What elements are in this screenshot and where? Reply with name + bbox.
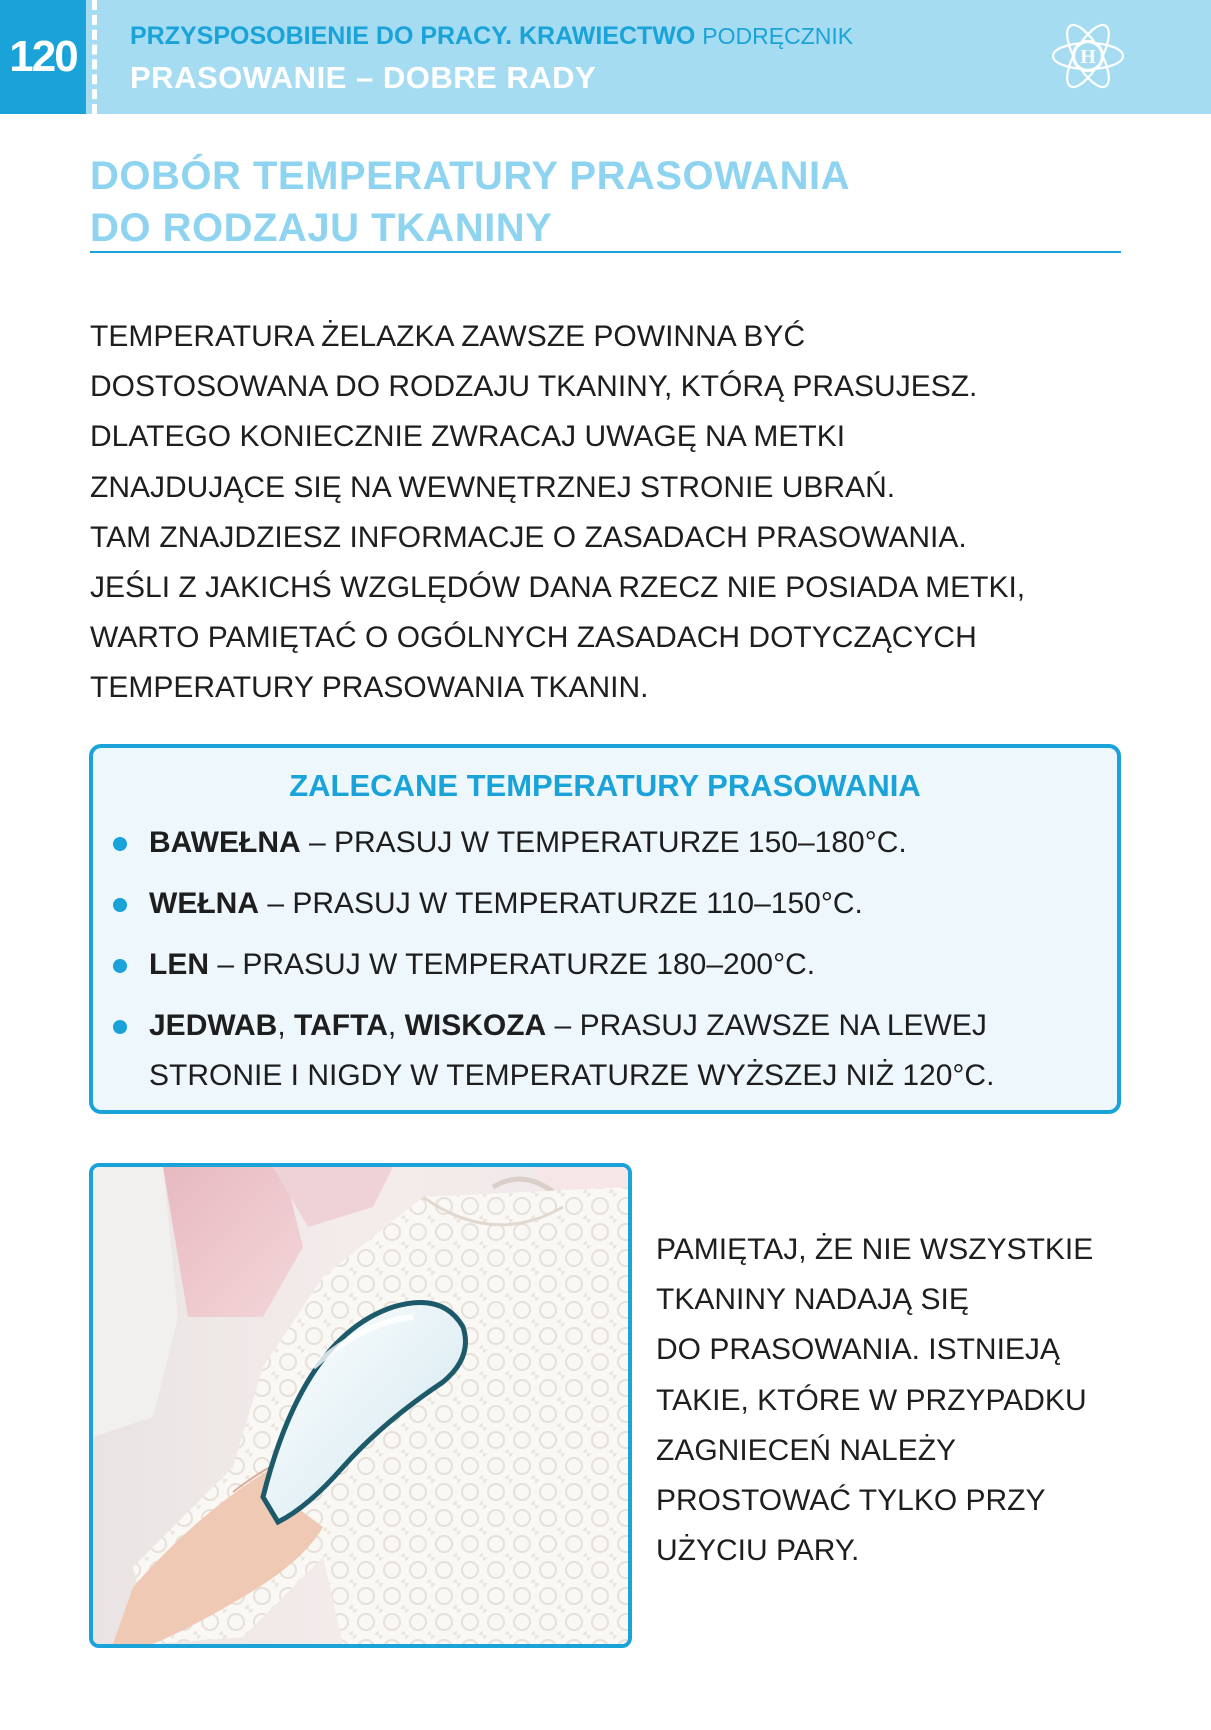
bullet-icon xyxy=(113,837,127,851)
paragraph-line: WARTO PAMIĘTAĆ O OGÓLNYCH ZASADACH DOTYCZĄCYCH xyxy=(90,621,977,655)
box-title: ZALECANE TEMPERATURY PRASOWANIA xyxy=(289,768,921,803)
fabric-name: TAFTA xyxy=(294,1009,388,1042)
list-item xyxy=(149,879,863,929)
book-title-text: PRZYSPOSOBIENIE DO PRACY. KRAWIECTWO xyxy=(130,22,696,50)
paragraph-line: DLATEGO KONIECZNIE ZWRACAJ UWAGĘ NA METKI xyxy=(90,420,846,454)
item-text: – PRASUJ W TEMPERATURZE 180–200°C. xyxy=(209,948,816,981)
list-item-continuation: STRONIE I NIGDY W TEMPERATURZE WYŻSZEJ NIŻ 120°C. xyxy=(149,1059,995,1092)
paragraph-line: TEMPERATURY PRASOWANIA TKANIN. xyxy=(90,671,649,705)
note-line: UŻYCIU PARY. xyxy=(656,1534,860,1568)
fabric-name: JEDWAB xyxy=(149,1009,278,1042)
fabric-name: BAWEŁNA xyxy=(149,826,301,859)
list-item xyxy=(149,940,815,990)
item-text: – PRASUJ ZAWSZE NA LEWEJ xyxy=(546,1009,987,1042)
note-line: PAMIĘTAJ, ŻE NIE WSZYSTKIE xyxy=(656,1233,1094,1266)
temperature-info-box xyxy=(89,744,1121,1114)
note-line: TKANINY NADAJĄ SIĘ xyxy=(656,1283,969,1317)
separator: , xyxy=(387,1009,405,1042)
paragraph-line: DOSTOSOWANA DO RODZAJU TKANINY, KTÓRĄ PRASUJESZ. xyxy=(90,370,978,404)
paragraph-line: TAM ZNAJDZIESZ INFORMACJE O ZASADACH PRASOWANIA. xyxy=(90,520,967,554)
reminder-note xyxy=(656,1225,1136,1576)
note-line: TAKIE, KTÓRE W PRZYPADKU xyxy=(656,1383,1087,1417)
section-title-line: DO RODZAJU TKANINY xyxy=(90,206,553,250)
header-dashed-divider xyxy=(92,0,97,114)
bullet-icon xyxy=(113,898,127,912)
logo-letter: H xyxy=(1080,46,1096,68)
section-title-line: DOBÓR TEMPERATURY PRASOWANIA xyxy=(90,154,850,198)
item-text: – PRASUJ W TEMPERATURZE 110–150°C. xyxy=(258,887,863,920)
separator: , xyxy=(277,1009,295,1042)
book-title xyxy=(130,22,853,51)
note-line: ZAGNIECEŃ NALEŻY xyxy=(656,1433,957,1467)
item-text: – PRASUJ W TEMPERATURZE 150–180°C. xyxy=(300,826,907,859)
page-number: 120 xyxy=(0,0,86,114)
intro-paragraph xyxy=(90,312,1130,714)
book-type: PODRĘCZNIK xyxy=(702,23,854,49)
chapter-subtitle: PRASOWANIE – DOBRE RADY xyxy=(130,60,597,95)
fabric-name: WISKOZA xyxy=(404,1009,547,1042)
note-line: DO PRASOWANIA. ISTNIEJĄ xyxy=(656,1333,1060,1367)
paragraph-line: JEŚLI Z JAKICHŚ WZGLĘDÓW DANA RZECZ NIE POSIADA METKI, xyxy=(90,571,1026,605)
bullet-icon xyxy=(113,1020,127,1034)
page-header xyxy=(0,0,1211,114)
list-item xyxy=(149,1001,987,1051)
paragraph-line: TEMPERATURA ŻELAZKA ZAWSZE POWINNA BYĆ xyxy=(90,320,806,353)
title-underline xyxy=(90,251,1121,253)
atom-h-logo-icon xyxy=(1050,18,1126,94)
section-title xyxy=(90,150,1120,254)
fabric-name: LEN xyxy=(149,948,209,981)
paragraph-line: ZNAJDUJĄCE SIĘ NA WEWNĘTRZNEJ STRONIE UBRAŃ. xyxy=(90,470,896,504)
list-item xyxy=(149,818,907,868)
fabric-name: WEŁNA xyxy=(149,887,259,920)
bullet-icon xyxy=(113,959,127,973)
steamer-photo xyxy=(89,1163,632,1648)
note-line: PROSTOWAĆ TYLKO PRZY xyxy=(656,1484,1046,1518)
